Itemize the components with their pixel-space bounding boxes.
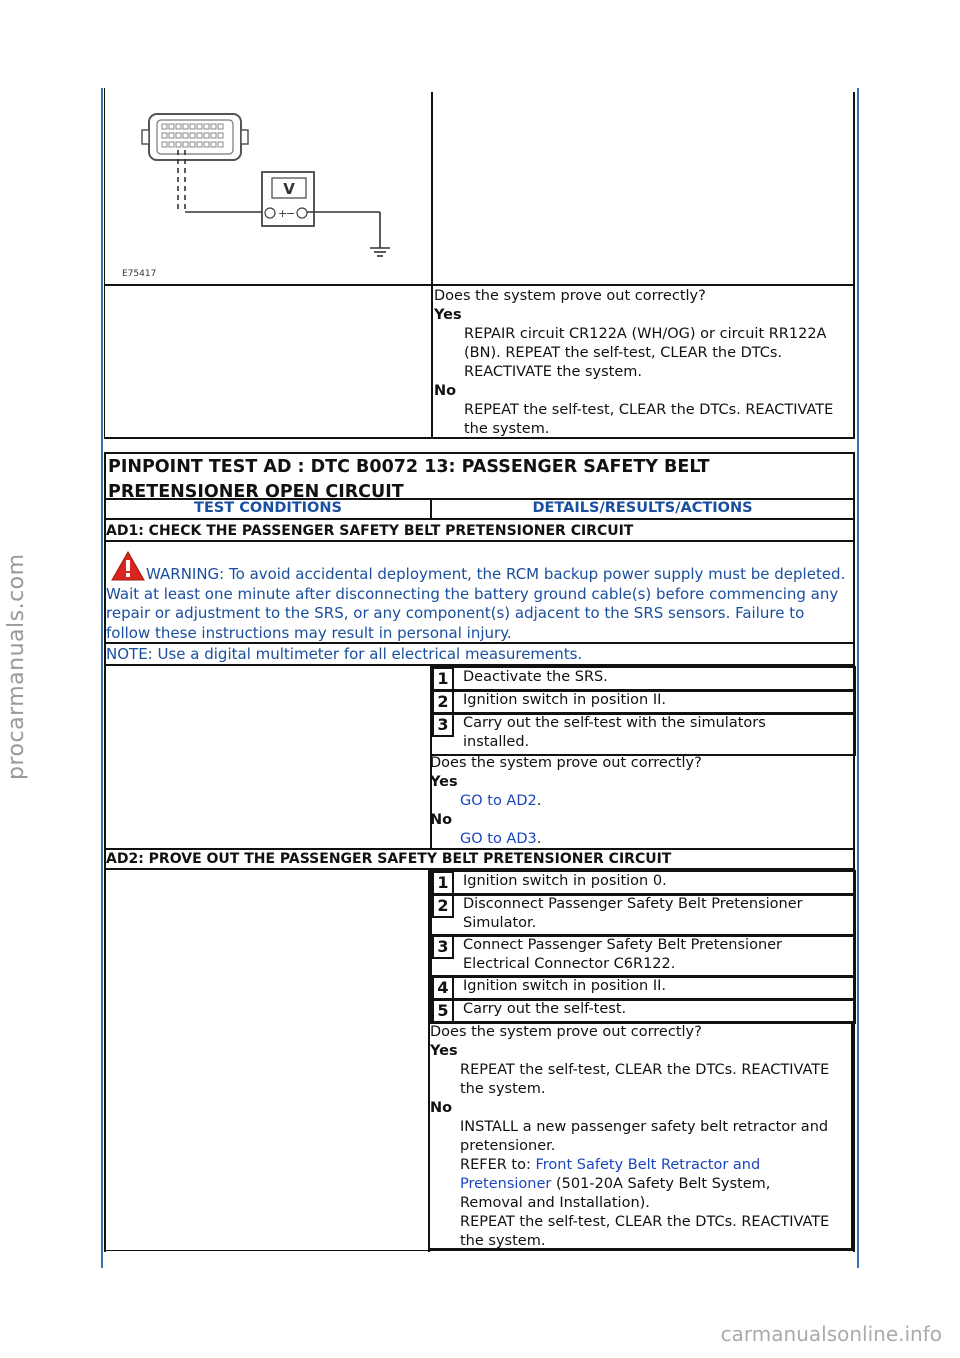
ad2-question: Does the system prove out correctly? <box>430 1024 702 1040</box>
side-watermark: procarmanuals.com <box>4 553 29 780</box>
pinpoint-title: PINPOINT TEST AD : DTC B0072 13: PASSENGER SAFETY BELT PRETENSIONER OPEN CIRCUIT <box>108 457 710 502</box>
top-result-divider <box>431 284 433 439</box>
ad2-yes-action: REPEAT the self-test, CLEAR the DTCs. REACTIVATE the system. <box>460 1062 830 1097</box>
ad1-header: AD1: CHECK THE PASSENGER SAFETY BELT PRETENSIONER CIRCUIT <box>106 523 634 539</box>
no-action: REPEAT the self-test, CLEAR the DTCs. REACTIVATE the system. <box>464 402 834 437</box>
step-text: Carry out the self-test with the simulators installed. <box>463 715 766 750</box>
ad1-no-label: No <box>430 812 453 828</box>
figure-label: E75417 <box>122 269 157 279</box>
figure-right-divider <box>431 92 433 284</box>
voltmeter-wiring-figure <box>112 100 412 280</box>
table-bottom-line <box>104 1250 855 1251</box>
test-conditions-header: TEST CONDITIONS <box>194 500 342 516</box>
ad2-refer: REFER to: Front Safety Belt Retractor and Pretensioner (501-20A Safety Belt System, Removal and Installation). <box>460 1157 771 1211</box>
step-text: Disconnect Passenger Safety Belt Pretensioner Simulator. <box>463 896 803 931</box>
ad2-yes-label: Yes <box>430 1043 458 1059</box>
ad2-header: AD2: PROVE OUT THE PASSENGER SAFETY BELT PRETENSIONER CIRCUIT <box>106 851 672 867</box>
left-margin-line <box>101 88 103 1268</box>
step-text: Connect Passenger Safety Belt Pretensioner Electrical Connector C6R122. <box>463 937 783 972</box>
ad1-question: Does the system prove out correctly? <box>430 755 702 771</box>
step-number: 3 <box>432 935 454 959</box>
step-number: 3 <box>432 713 454 737</box>
warning-line <box>104 642 855 644</box>
go-to-ad3-link[interactable]: GO to AD3 <box>460 831 537 847</box>
ad1-warning-text: WARNING: To avoid accidental deployment, the RCM backup power supply must be depleted. Wait at least one minute after disconnecting the battery ground cable(s) before commencing any repair or adjustment to the SRS, or any component(s) adjacent to the SRS sensors. Failure to follow these instructions may result in personal injury. <box>106 565 846 642</box>
front-safety-belt-link[interactable]: Front Safety Belt Retractor and Pretensioner <box>460 1157 761 1192</box>
ad2-no-action-1: INSTALL a new passenger safety belt retractor and pretensioner. <box>460 1119 829 1154</box>
top-result-text <box>434 287 844 439</box>
ad2-no-label: No <box>430 1100 453 1116</box>
step-text: Carry out the self-test. <box>463 1001 627 1017</box>
step-number: 1 <box>432 871 454 895</box>
ad2-top-line <box>104 848 855 850</box>
right-margin-line <box>857 88 859 1268</box>
bottom-watermark: carmanualsonline.info <box>720 1322 942 1346</box>
yes-label: Yes <box>434 307 462 323</box>
details-results-header: DETAILS/RESULTS/ACTIONS <box>532 500 753 516</box>
ad2-result <box>430 1023 830 1251</box>
svg-text:−: − <box>286 207 296 220</box>
step-number: 4 <box>432 976 454 1000</box>
ad1-result: Does the system prove out correctly? Yes GO to AD2. No GO to AD3. <box>430 754 842 849</box>
go-to-ad2-link[interactable]: GO to AD2 <box>460 793 537 809</box>
step-number: 1 <box>432 667 454 691</box>
step-text: Ignition switch in position 0. <box>463 873 667 889</box>
voltmeter-label: V <box>283 180 295 198</box>
ad2-no-action-2: REPEAT the self-test, CLEAR the DTCs. REACTIVATE the system. <box>460 1214 830 1249</box>
step-number: 5 <box>432 999 454 1023</box>
step-text: Ignition switch in position II. <box>463 692 667 708</box>
ad1-header-line <box>104 540 855 542</box>
no-label: No <box>434 383 457 399</box>
yes-action: REPAIR circuit CR122A (WH/OG) or circuit RR122A (BN). REPEAT the self-test, CLEAR the DTCs. REACTIVATE the system. <box>464 326 827 380</box>
step-number: 2 <box>432 894 454 918</box>
ad1-yes-label: Yes <box>430 774 458 790</box>
step-number: 2 <box>432 690 454 714</box>
svg-text:+: + <box>278 207 288 220</box>
ad1-note: NOTE: Use a digital multimeter for all electrical measurements. <box>106 645 583 663</box>
ground-symbol <box>370 248 390 256</box>
step-text: Deactivate the SRS. <box>463 669 608 685</box>
result-question: Does the system prove out correctly? <box>434 288 706 304</box>
step-text: Ignition switch in position II. <box>463 978 667 994</box>
